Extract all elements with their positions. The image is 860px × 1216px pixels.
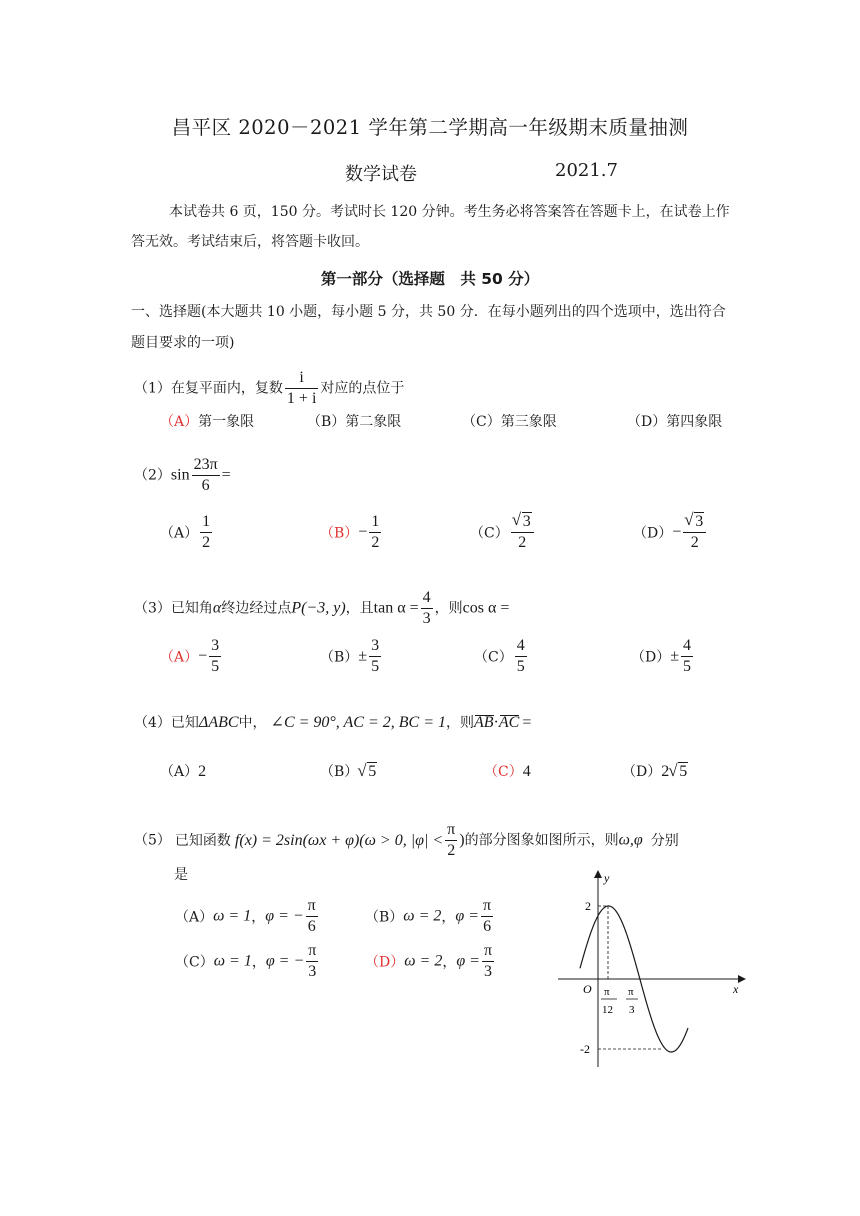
option-label: （D） — [633, 525, 673, 542]
separator: ， — [441, 909, 456, 926]
question-number: （4） — [134, 715, 171, 731]
q5-option-b[interactable] — [365, 896, 495, 937]
option-label: （B） — [320, 525, 359, 542]
question-text: 对应的点位于 — [320, 380, 405, 397]
q3-option-a[interactable] — [160, 636, 223, 677]
ymin-label: -2 — [580, 1042, 590, 1056]
numerator: π — [483, 942, 493, 959]
dot-operator: · — [493, 714, 499, 731]
denominator: 3 — [482, 961, 494, 982]
separator: ， — [251, 909, 266, 926]
question-text: 终边经过点 — [221, 600, 292, 617]
fraction — [421, 588, 433, 629]
q1-option-c[interactable] — [462, 411, 557, 431]
question-text: 的部分图象如图所示，则 — [464, 832, 619, 849]
coefficient: 2 — [661, 763, 670, 780]
denominator: 2 — [445, 840, 457, 861]
option-sign: ± — [670, 647, 680, 665]
fraction — [683, 512, 706, 553]
denominator: 1 + i — [286, 390, 317, 407]
sqrt-symbol — [358, 763, 377, 781]
numerator: π — [483, 897, 492, 914]
question-text: 中， — [238, 715, 267, 731]
question-text: 已知角 — [170, 600, 213, 617]
question-number: （1） — [134, 380, 171, 397]
q4-option-d[interactable] — [622, 761, 688, 781]
question-2-stem — [134, 455, 231, 496]
question-text: 已知 — [170, 715, 199, 731]
fraction — [200, 512, 212, 553]
q1-option-a[interactable] — [160, 411, 254, 431]
option-value: 2 — [198, 763, 207, 780]
vector-ac: AC — [498, 714, 520, 731]
separator: ， — [442, 954, 457, 971]
question-4-stem — [134, 712, 531, 732]
q3-option-c[interactable] — [474, 636, 529, 677]
triangle-expression: ΔABC — [198, 714, 239, 731]
alpha-symbol: α — [212, 599, 222, 617]
numerator: 3 — [211, 637, 220, 654]
sqrt-symbol — [685, 512, 704, 532]
option-label: （C） — [474, 649, 513, 666]
question-text: 在复平面内，复数 — [170, 380, 283, 397]
numerator — [511, 512, 534, 532]
q4-option-b[interactable] — [320, 761, 377, 781]
exam-date: 2021.7 — [555, 160, 618, 181]
question-text: 分别 — [650, 832, 679, 849]
exam-title: 昌平区 2020－2021 学年第二学期高一年级期末质量抽测 — [171, 116, 689, 139]
denominator: 2 — [371, 534, 380, 551]
denominator: 6 — [306, 916, 318, 937]
y-axis-arrow — [594, 870, 602, 878]
option-sign: − — [358, 523, 368, 541]
option-label: （A） — [160, 525, 199, 542]
option-label: （B） — [365, 909, 404, 926]
question-1-stem — [134, 368, 404, 409]
tick-pi3-num: π — [628, 986, 634, 998]
option-label: （D） — [622, 764, 662, 780]
option-label: （A） — [160, 764, 199, 780]
numerator — [683, 512, 706, 532]
radicand: 3 — [522, 513, 531, 530]
numerator: 4 — [422, 589, 431, 606]
phi-value: φ = — [456, 952, 480, 970]
q5-option-d[interactable] — [365, 941, 496, 982]
option-label: （C） — [175, 954, 214, 971]
omega-value: ω = 1 — [213, 907, 252, 925]
exam-intro: 本试卷共 6 页，150 分。考试时长 120 分钟。考生务必将答案答在答题卡上，在试卷上作答无效。考试结束后，将答题卡收回。 — [131, 204, 730, 250]
numerator: π — [307, 897, 316, 914]
q2-option-b[interactable] — [320, 512, 383, 553]
option-text: 第二象限 — [345, 414, 402, 430]
fraction — [511, 512, 534, 553]
numerator: π — [308, 942, 317, 959]
question-text: ，则 — [446, 715, 474, 731]
x-axis-arrow — [738, 975, 746, 983]
denominator: 2 — [202, 534, 211, 551]
denominator: 6 — [481, 916, 493, 937]
fraction — [515, 636, 527, 677]
phi-value: φ = — [455, 907, 480, 925]
q2-option-a[interactable] — [160, 512, 214, 553]
q2-option-d[interactable] — [633, 512, 708, 553]
close-paren: ) — [459, 831, 465, 849]
fraction — [482, 941, 494, 982]
cos-expression: cos α = — [462, 599, 510, 617]
radicand: 5 — [679, 763, 688, 780]
ymax-label: 2 — [585, 899, 591, 913]
condition-expression: ∠C = 90°, AC = 2, BC = 1 — [270, 714, 446, 731]
option-label: （D） — [627, 414, 667, 430]
denominator: 5 — [516, 658, 525, 675]
q5-option-c[interactable] — [175, 941, 320, 982]
option-label: （B） — [320, 649, 359, 666]
radicand: 5 — [368, 763, 377, 780]
fraction — [369, 636, 381, 677]
option-label: （B） — [307, 414, 346, 430]
question-number: （2） — [134, 467, 171, 484]
fraction — [306, 896, 318, 937]
fraction — [192, 455, 220, 496]
tick-pi12-num: π — [604, 986, 610, 998]
separator: ， — [251, 954, 266, 971]
denominator: 5 — [211, 658, 220, 675]
option-label: （A） — [160, 414, 199, 430]
omega-value: ω = 2 — [403, 907, 442, 925]
numerator: 1 — [202, 513, 211, 530]
numerator: 23π — [193, 456, 218, 473]
fraction — [681, 636, 693, 677]
option-label: （C） — [484, 764, 523, 780]
section-instructions: 一、选择题(本大题共 10 小题，每小题 5 分，共 50 分．在每小题列出的四个选项中，选出符合题目要求的一项) — [131, 304, 726, 351]
sqrt-symbol — [669, 763, 688, 781]
denominator: 5 — [683, 658, 692, 675]
section-heading: 第一部分（选择题 共 50 分） — [320, 270, 540, 288]
origin-label: O — [583, 982, 592, 996]
phi-value: φ = − — [265, 952, 305, 970]
point-expression: P(−3, y) — [291, 599, 346, 617]
equals: = — [522, 714, 532, 731]
q2-option-c[interactable] — [470, 512, 536, 553]
option-text: 第四象限 — [666, 414, 723, 430]
fraction — [285, 368, 318, 409]
function-expression: f(x) = 2sin(ωx + φ)(ω > 0, |φ| < — [234, 831, 444, 849]
fraction — [306, 941, 318, 982]
numerator: 4 — [516, 637, 525, 654]
q3-option-b[interactable] — [320, 636, 383, 677]
question-text: ，则 — [434, 600, 463, 617]
phi-value: φ = − — [265, 907, 304, 925]
tick-pi3-den: 3 — [629, 1004, 635, 1016]
option-sign: − — [672, 523, 682, 541]
q4-option-c[interactable] — [484, 761, 531, 781]
option-label: （C） — [470, 525, 509, 542]
question-5-stem — [134, 820, 679, 861]
option-label: （A） — [160, 649, 199, 666]
equals: = — [221, 466, 231, 484]
q3-option-d[interactable] — [631, 636, 695, 677]
denominator: 2 — [511, 532, 534, 553]
question-text: 已知函数 — [174, 832, 231, 849]
question-number: （3） — [134, 600, 171, 617]
numerator: 3 — [371, 637, 380, 654]
option-label: （C） — [462, 414, 501, 430]
q1-option-b[interactable] — [307, 411, 401, 431]
exam-subtitle: 数学试卷 — [345, 164, 417, 185]
q1-option-d[interactable] — [627, 411, 722, 431]
question-3-stem — [134, 588, 509, 629]
denominator: 3 — [306, 961, 318, 982]
omega-value: ω = 2 — [404, 952, 443, 970]
vector-ab: AB — [474, 714, 494, 731]
tick-pi12-den: 12 — [602, 1004, 613, 1016]
option-value: 4 — [522, 763, 531, 780]
option-label: （D） — [631, 649, 671, 666]
option-text: 第三象限 — [500, 414, 557, 430]
variables: ω,φ — [618, 831, 643, 849]
denominator: 6 — [192, 475, 220, 496]
sine-graph — [550, 862, 750, 1072]
omega-value: ω = 1 — [213, 952, 252, 970]
option-text: 第一象限 — [198, 414, 255, 430]
denominator: 3 — [422, 610, 431, 627]
numerator: 1 — [371, 513, 380, 530]
q5-option-a[interactable] — [175, 896, 320, 937]
x-axis-label: x — [733, 982, 739, 996]
tan-expression: tan α = — [373, 599, 419, 617]
denominator: 5 — [371, 658, 380, 675]
numerator: 4 — [683, 637, 692, 654]
question-5-stem-cont: 是 — [174, 867, 188, 883]
option-label: （B） — [320, 764, 359, 780]
fraction — [369, 512, 381, 553]
denominator: 2 — [683, 532, 706, 553]
y-axis-label: y — [604, 871, 610, 885]
fraction — [209, 636, 221, 677]
sqrt-symbol — [513, 512, 532, 532]
question-text: ，且 — [345, 600, 374, 617]
numerator: π — [447, 821, 456, 838]
question-number: （5） — [134, 832, 171, 849]
fraction — [445, 820, 457, 861]
option-sign: ± — [358, 647, 368, 665]
fraction — [481, 896, 493, 937]
radicand: 3 — [695, 513, 704, 530]
q4-option-a[interactable] — [160, 761, 206, 781]
numerator: i — [299, 369, 304, 386]
sin-function: sin — [170, 466, 190, 484]
option-sign: − — [198, 647, 208, 665]
option-label: （D） — [365, 954, 405, 971]
option-label: （A） — [175, 909, 214, 926]
